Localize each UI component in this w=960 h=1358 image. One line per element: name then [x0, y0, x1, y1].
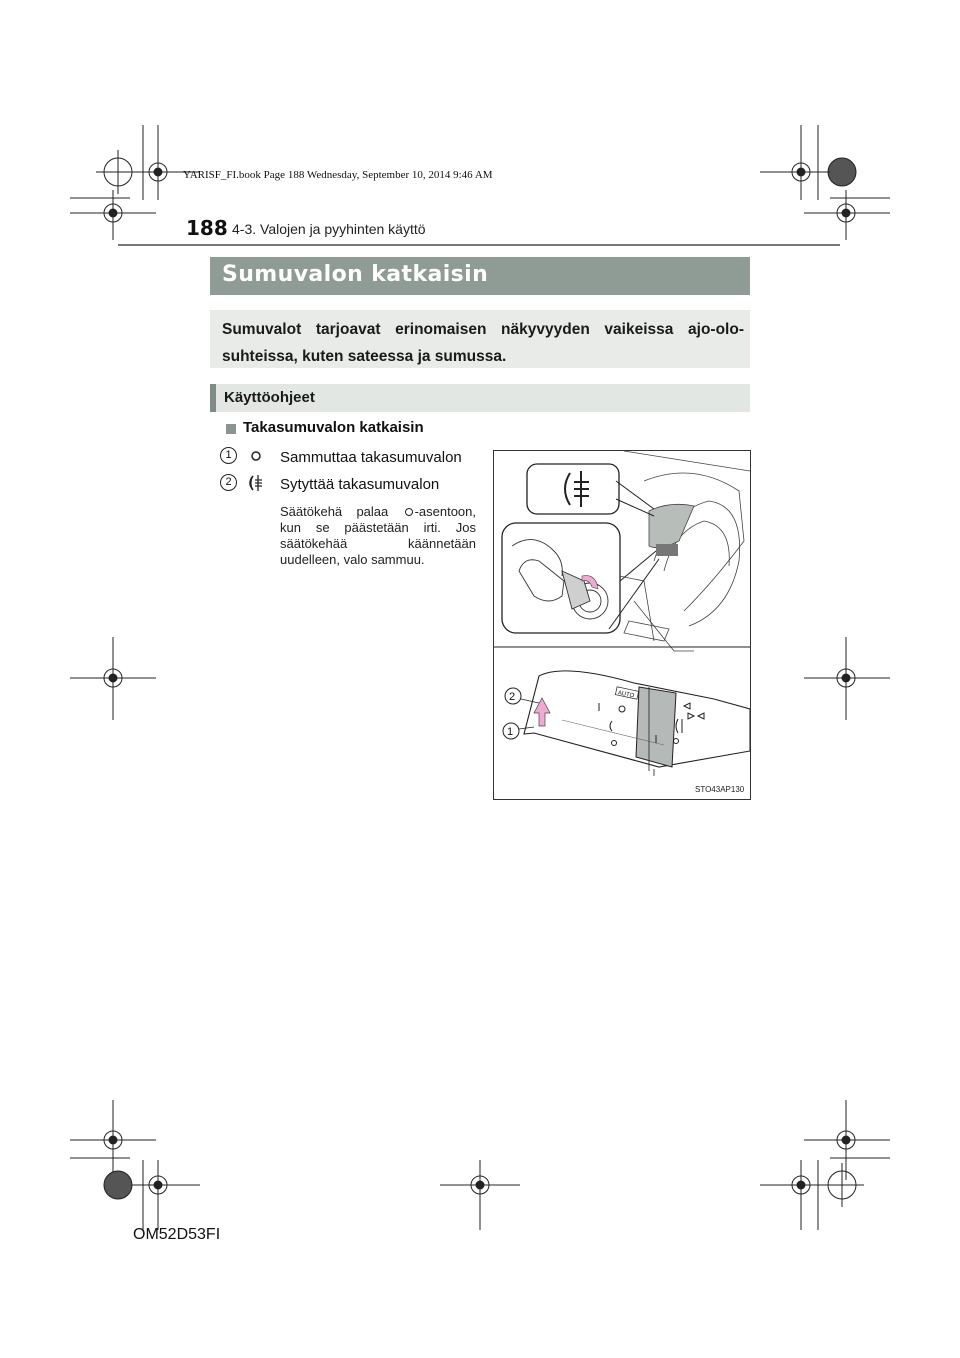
note-text-after: -asentoon, kun se päästetään irti. Jos säätökehää käännetään uudelleen, valo sammuu. — [280, 504, 476, 567]
switch-auto-label: AUTO — [617, 690, 635, 700]
intro-text: Sumuvalot tarjoavat erinomaisen näkyvyyden vaikeissa ajo-olosuhteissa, kuten sateessa ja sumussa. — [222, 321, 744, 365]
chapter-title: 4-3. Valojen ja pyyhinten käyttö — [232, 221, 426, 237]
note-text — [280, 504, 476, 568]
figure-callout-1: 1 — [507, 726, 514, 738]
item-text-2: Sytyttää takasumuvalon — [280, 476, 440, 493]
book-file-info: YARISF_FI.book Page 188 Wednesday, September 10, 2014 9:46 AM — [183, 169, 493, 181]
square-bullet-icon — [226, 424, 236, 434]
figure-callout-2: 2 — [509, 691, 516, 703]
header-divider — [118, 244, 840, 246]
footer-code: OM52D53FI — [133, 1226, 221, 1243]
subsection-title: Käyttöohjeet — [224, 389, 315, 406]
note-text-before: Säätökehä palaa — [280, 504, 389, 519]
section-title: Sumuvalon katkaisin — [222, 262, 489, 287]
off-position-inline-icon — [405, 508, 413, 516]
page-number: 188 — [186, 216, 228, 240]
item-number-2: 2 — [220, 474, 237, 491]
figure-code: STO43AP130 — [695, 785, 745, 794]
illustration-graphics — [494, 451, 750, 799]
rear-fog-light-icon — [245, 474, 265, 492]
subsection-accent — [210, 384, 216, 412]
switch-illustration — [493, 450, 751, 800]
bullet-title: Takasumuvalon katkaisin — [243, 419, 424, 436]
item-text-1: Sammuttaa takasumuvalon — [280, 449, 462, 466]
item-number-1: 1 — [220, 447, 237, 464]
off-position-icon — [250, 450, 262, 462]
